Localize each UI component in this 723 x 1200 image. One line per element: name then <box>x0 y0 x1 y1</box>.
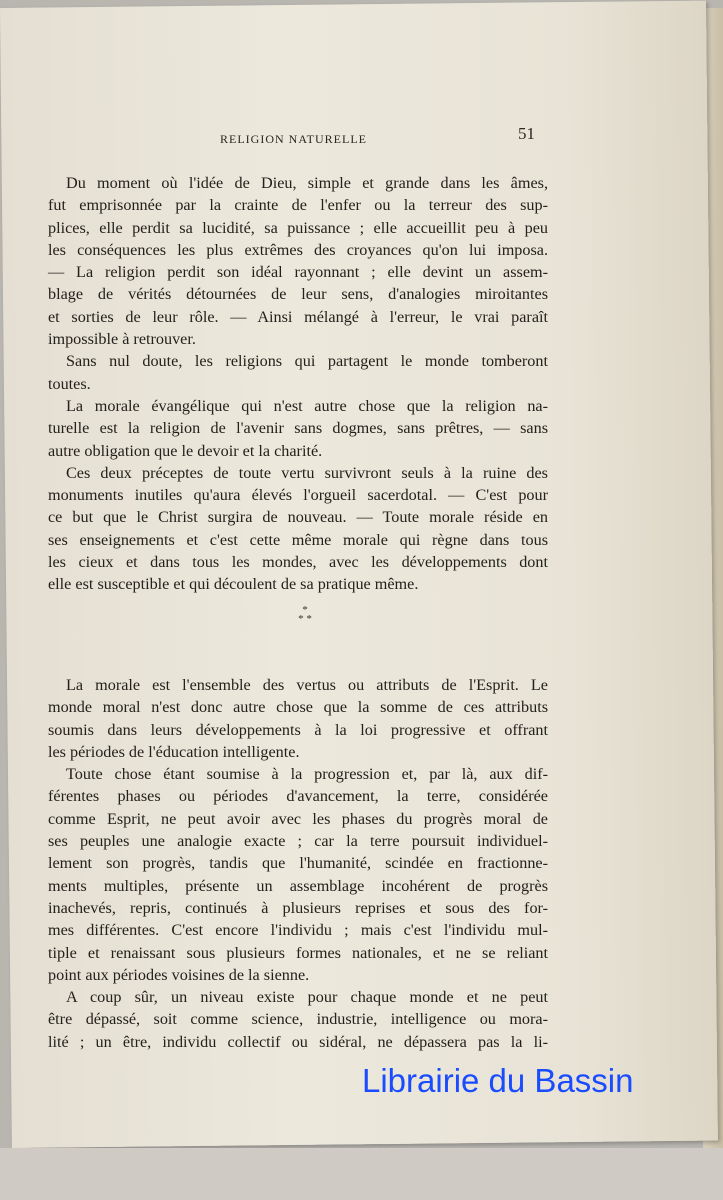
text-line: et sorties de leur rôle. — Ainsi mélangé à l'erreur, le vrai paraît <box>48 307 548 326</box>
paragraph <box>48 350 548 395</box>
text-line: être dépassé, soit comme science, industrie, intelligence ou mora- <box>48 1010 548 1029</box>
asterism-bottom: * * <box>298 613 312 625</box>
text-section-1 <box>48 172 548 596</box>
text-line: comme Esprit, ne peut avoir avec les phases du progrès moral de <box>48 809 548 828</box>
text-line: les cieux et dans tous les mondes, avec les développements dont <box>48 553 548 572</box>
text-line: A coup sûr, un niveau existe pour chaque monde et ne peut <box>66 988 548 1007</box>
asterism-separator <box>290 606 320 624</box>
text-line: monde moral n'est donc autre chose que la somme de ces attributs <box>48 698 548 717</box>
paragraph <box>48 172 548 350</box>
paragraph <box>48 462 548 596</box>
text-line: Toute chose étant soumise à la progression et, par là, aux dif- <box>66 765 548 784</box>
text-line: blage de vérités détournées de leur sens, d'analogies miroitantes <box>48 285 548 304</box>
text-line: ce but que le Christ surgira de nouveau. — Toute morale réside en <box>48 508 548 527</box>
text-line: les conséquences les plus extrêmes des croyances qu'on lui imposa. <box>48 240 548 259</box>
text-line: — La religion perdit son idéal rayonnant ; elle devint un assem- <box>48 263 548 282</box>
text-line: tiple et renaissant sous plusieurs formes nationales, et ne se reliant <box>48 943 548 962</box>
page-number: 51 <box>518 124 535 143</box>
text-line: les périodes de l'éducation intelligente. <box>48 742 300 761</box>
text-line: ses enseignements et c'est cette même morale qui règne dans tous <box>48 530 548 549</box>
asterism-top: * <box>302 604 308 616</box>
text-line: elle est susceptible et qui découlent de sa pratique même. <box>48 575 419 594</box>
text-line: turelle est la religion de l'avenir sans dogmes, sans prêtres, — sans <box>48 419 548 438</box>
text-line: Du moment où l'idée de Dieu, simple et grande dans les âmes, <box>66 174 548 192</box>
background <box>0 1148 723 1200</box>
text-line: plices, elle perdit sa lucidité, sa puissance ; elle accueillit peu à peu <box>48 218 548 237</box>
paragraph <box>48 986 548 1053</box>
text-line: lement son progrès, tandis que l'humanité, scindée en fractionne- <box>48 854 548 873</box>
text-line: fut emprisonnée par la crainte de l'enfer ou la terreur des sup- <box>48 196 548 215</box>
text-section-2 <box>48 674 548 1053</box>
text-line: lité ; un être, individu collectif ou sidéral, ne dépassera pas la li- <box>48 1032 548 1051</box>
text-line: ses peuples une analogie exacte ; car la terre poursuit individuel- <box>48 832 548 851</box>
text-line: Sans nul doute, les religions qui partagent le monde tomberont <box>66 352 548 371</box>
text-line: férentes phases ou périodes d'avancement, la terre, considérée <box>48 787 548 806</box>
text-line: monuments inutiles qu'aura élevés l'orgueil sacerdotal. — C'est pour <box>48 486 548 505</box>
text-line: soumis dans leurs développements à la loi progressive et offrant <box>48 720 548 739</box>
text-line: point aux périodes voisines de la sienne. <box>48 965 310 984</box>
paragraph <box>48 763 548 986</box>
text-line: autre obligation que le devoir et la charité. <box>48 441 323 460</box>
text-line: inachevés, repris, continués à plusieurs reprises et sous des for- <box>48 898 548 917</box>
text-line: impossible à retrouver. <box>48 330 196 349</box>
text-line: La morale est l'ensemble des vertus ou attributs de l'Esprit. Le <box>66 676 548 694</box>
text-line: toutes. <box>48 374 91 393</box>
text-line: La morale évangélique qui n'est autre chose que la religion na- <box>66 396 548 415</box>
watermark: Librairie du Bassin <box>362 1062 634 1099</box>
running-title: RELIGION NATURELLE <box>220 132 367 146</box>
paragraph <box>48 395 548 462</box>
text-line: Ces deux préceptes de toute vertu survivront seuls à la ruine des <box>66 463 548 482</box>
text-line: mes différentes. C'est encore l'individu ; mais c'est l'individu mul- <box>48 921 548 940</box>
text-line: ments multiples, présente un assemblage incohérent de progrès <box>48 876 548 895</box>
paragraph <box>48 674 548 763</box>
